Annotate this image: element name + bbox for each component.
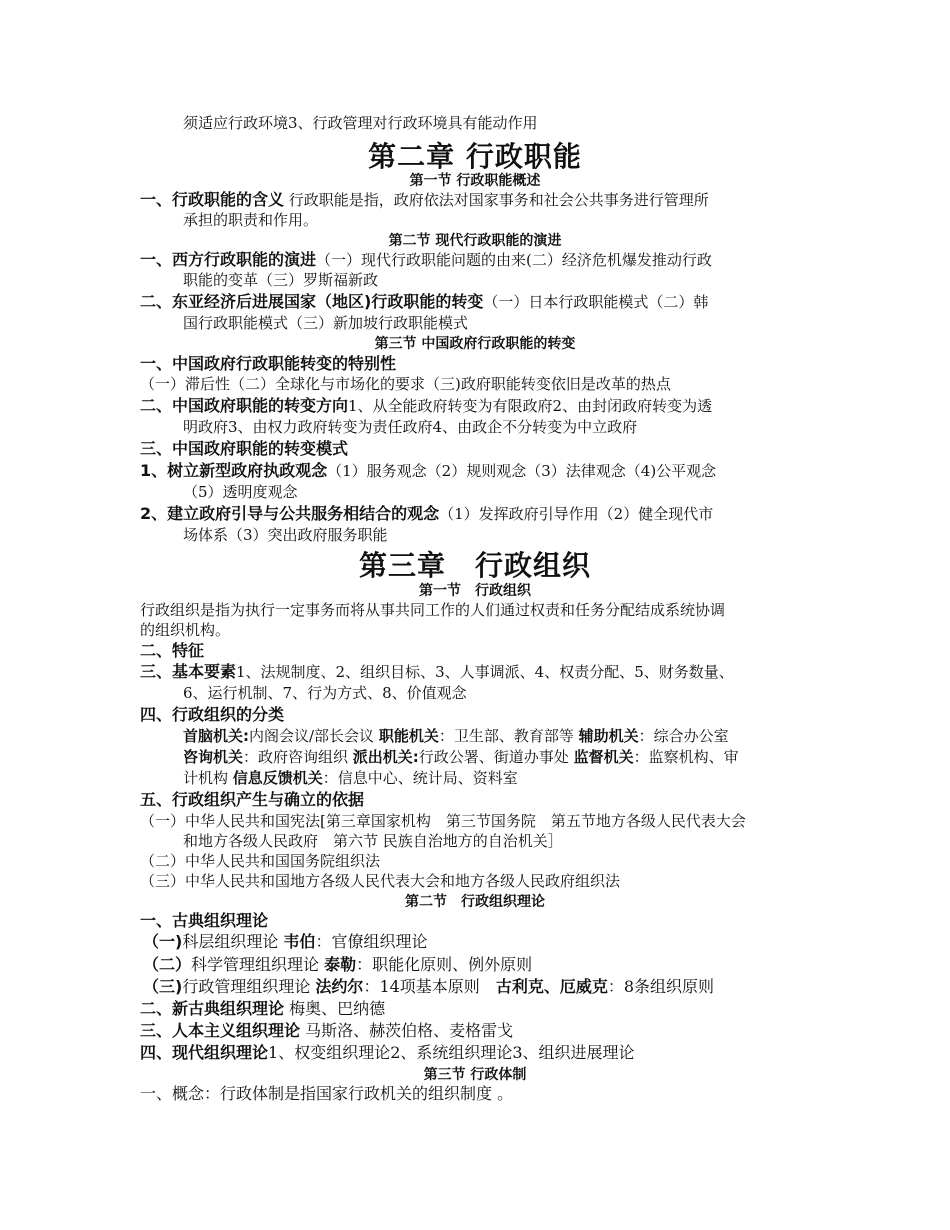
heading: 四、现代组织理论 <box>140 1043 269 1062</box>
text-line <box>140 911 268 931</box>
text: （1）发挥政府引导作用（2）健全现代市 <box>439 505 714 523</box>
text-line: 的组织机构。 <box>140 621 231 639</box>
text: ：8条组织原则 <box>607 977 715 996</box>
heading: 1、树立新型政府执政观念 <box>140 461 328 480</box>
term: 咨询机关 <box>183 748 244 766</box>
text-line: 一、概念：行政体制是指国家行政机关的组织制度 。 <box>140 1084 514 1103</box>
text: 科学管理组织理论 <box>191 955 325 974</box>
term: 职能机关 <box>378 727 439 745</box>
text: ：14项基本原则 <box>363 977 496 996</box>
text: （1）服务观念（2）规则观念（3）法律观念（4)公平观念 <box>327 462 717 480</box>
term: 监督机关 <box>573 748 634 766</box>
text-line <box>140 461 716 481</box>
text-line <box>140 999 385 1019</box>
text-line: （二）中华人民共和国国务院组织法 <box>140 852 381 870</box>
text-line: 明政府3、由权力政府转变为责任政府4、由政企不分转变为中立政府 <box>183 418 638 436</box>
text: 1、从全能政府转变为有限政府2、由封闭政府转变为透 <box>348 397 713 415</box>
term: 首脑机关: <box>183 727 249 745</box>
term: 派出机关: <box>352 748 419 766</box>
heading: 三、中国政府职能的转变模式 <box>140 439 349 458</box>
text: 行政管理组织理论 <box>182 977 316 996</box>
text-line <box>140 790 364 810</box>
text: ：职能化原则、例外原则 <box>356 955 533 974</box>
text-line <box>183 768 518 788</box>
text-line <box>183 747 739 767</box>
text-line <box>143 932 427 952</box>
text-line: （5）透明度观念 <box>183 483 298 501</box>
section-title: 第二节 现代行政职能的演进 <box>388 233 562 249</box>
section-title: 第一节 行政职能概述 <box>409 173 541 189</box>
term: 韦伯 <box>283 932 316 951</box>
text-line: 6、运行机制、7、行为方式、8、价值观念 <box>183 684 467 702</box>
term: 泰勒 <box>324 955 357 974</box>
text: 行政公署、街道办事处 <box>418 748 574 766</box>
text: 计机构 <box>183 769 233 787</box>
heading: 二、新古典组织理论 <box>140 999 285 1018</box>
text-line: （三）中华人民共和国地方各级人民代表大会和地方各级人民政府组织法 <box>140 872 621 890</box>
term: （二） <box>143 955 192 974</box>
term: 古利克、厄威克 <box>495 977 608 996</box>
term: （一) <box>143 932 183 951</box>
heading: 三、基本要素 <box>140 662 237 681</box>
chapter-title: 第二章 行政职能 <box>368 140 582 173</box>
text: 科层组织理论 <box>182 932 284 951</box>
text-line: 行政组织是指为执行一定事务而将从事共同工作的人们通过权责和任务分配结成系统协调 <box>140 601 726 619</box>
text: （一）日本行政职能模式（二）韩 <box>483 293 709 311</box>
text-line <box>140 292 708 312</box>
text: ：卫生部、教育部等 <box>438 727 579 745</box>
text-line: 国行政职能模式（三）新加坡行政职能模式 <box>183 314 469 332</box>
section-title: 第三节 中国政府行政职能的转变 <box>374 336 576 352</box>
text-line <box>143 955 532 975</box>
term: 信息反馈机关 <box>232 769 323 787</box>
heading: 一、行政职能的含义 <box>140 190 285 209</box>
section-title: 第三节 行政体制 <box>423 1067 527 1083</box>
chapter-title: 第三章 行政组织 <box>358 549 591 582</box>
term: 法约尔 <box>315 977 364 996</box>
term: 辅助机关 <box>578 727 639 745</box>
heading: 二、中国政府职能的转变方向 <box>140 396 349 415</box>
text-line <box>183 726 729 746</box>
text: 内阁会议/部长会议 <box>249 727 379 745</box>
text-line <box>140 190 709 210</box>
text: 1、权变组织理论2、系统组织理论3、组织进展理论 <box>268 1043 635 1062</box>
text-line: （一）中华人民共和国宪法[第三章国家机构 第三节国务院 第五节地方各级人民代表大会 <box>140 812 746 830</box>
text-line: 须适应行政环境3、行政管理对行政环境具有能动作用 <box>183 114 538 132</box>
text: ：监察机构、审 <box>633 748 739 766</box>
text-line: 职能的变革（三）罗斯福新政 <box>183 271 379 289</box>
text: 行政职能是指，政府依法对国家事务和社会公共事务进行管理所 <box>284 191 709 209</box>
heading: 一、古典组织理论 <box>140 911 269 930</box>
text-line <box>143 977 714 997</box>
heading: 三、人本主义组织理论 <box>140 1021 301 1040</box>
heading: 二、东亚经济后进展国家（地区)行政职能的转变 <box>140 292 484 311</box>
text-line <box>140 250 712 270</box>
text-line: （一）滞后性（二）全球化与市场化的要求（三)政府职能转变依旧是改革的热点 <box>140 375 671 393</box>
section-title: 第二节 行政组织理论 <box>405 894 545 910</box>
text-line <box>140 705 284 725</box>
text-line <box>140 439 348 459</box>
text-line: 承担的职责和作用。 <box>183 211 319 229</box>
heading: 2、建立政府引导与公共服务相结合的观念 <box>140 504 440 523</box>
term: （三) <box>143 977 183 996</box>
text-line <box>140 641 204 661</box>
heading: 二、特征 <box>140 641 205 660</box>
heading: 四、行政组织的分类 <box>140 705 285 724</box>
text-line: 场体系（3）突出政府服务职能 <box>183 526 388 544</box>
section-title: 第一节 行政组织 <box>419 583 531 599</box>
text: （一）现代行政职能问题的由来(二）经济危机爆发推动行政 <box>316 251 712 269</box>
text-line <box>140 1043 635 1063</box>
text: 1、法规制度、2、组织目标、3、人事调派、4、权责分配、5、财务数量、 <box>236 663 734 681</box>
text: 马斯洛、赫茨伯格、麦格雷戈 <box>300 1021 514 1040</box>
text: ：政府咨询组织 <box>243 748 353 766</box>
heading: 一、西方行政职能的演进 <box>140 250 317 269</box>
text: 梅奥、巴纳德 <box>284 999 386 1018</box>
text: ：信息中心、统计局、资料室 <box>322 769 518 787</box>
text: ：官僚组织理论 <box>315 932 428 951</box>
text-line <box>140 1021 513 1041</box>
text-line <box>140 396 712 416</box>
text: ：综合办公室 <box>638 727 729 745</box>
heading: 五、行政组织产生与确立的依据 <box>140 790 365 809</box>
text-line <box>140 504 713 524</box>
text-line <box>140 354 396 374</box>
text-line <box>140 662 734 682</box>
heading: 一、中国政府行政职能转变的特别性 <box>140 354 397 373</box>
text-line: 和地方各级人民政府 第六节 民族自治地方的自治机关］ <box>183 832 563 850</box>
